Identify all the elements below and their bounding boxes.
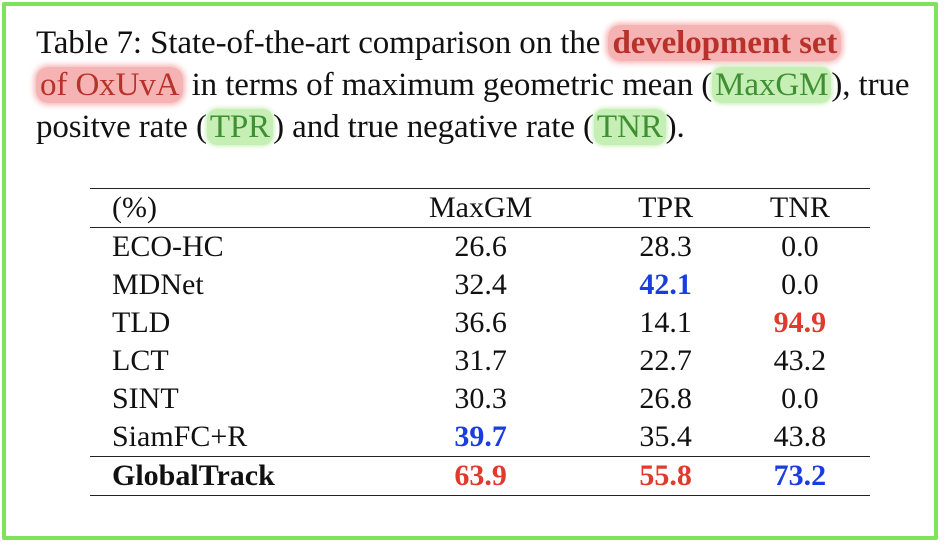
maxgm-value: 63.9 <box>454 459 507 492</box>
header-maxgm: MaxGM <box>429 191 533 224</box>
header-unit: (%) <box>112 191 157 224</box>
caption-mid3: ) and true negative rate ( <box>273 109 594 145</box>
caption-prefix: Table 7: State-of-the-art comparison on the <box>36 25 609 61</box>
tpr-value: 35.4 <box>639 420 692 453</box>
maxgm-value: 39.7 <box>454 420 507 453</box>
tpr-value: 26.8 <box>639 382 692 415</box>
table-row <box>90 304 870 342</box>
highlight-development-set: development set <box>608 25 841 61</box>
tracker-name: MDNet <box>112 268 204 301</box>
table-row <box>90 380 870 418</box>
tpr-value: 28.3 <box>639 230 692 263</box>
comparison-table <box>90 188 870 496</box>
tracker-name: LCT <box>112 344 169 377</box>
maxgm-value: 36.6 <box>454 306 507 339</box>
tnr-value: 0.0 <box>781 268 819 301</box>
caption-suffix: ). <box>665 109 685 145</box>
tracker-name: SINT <box>112 382 179 415</box>
tracker-name: TLD <box>112 306 171 339</box>
maxgm-value: 32.4 <box>454 268 507 301</box>
highlight-oxuva: of OxUvA <box>36 67 183 103</box>
table-caption <box>36 22 926 148</box>
table-row <box>90 418 870 457</box>
table-row <box>90 342 870 380</box>
table-row-ours <box>90 457 870 496</box>
tpr-value: 42.1 <box>639 268 692 301</box>
maxgm-value: 31.7 <box>454 344 507 377</box>
tnr-value: 43.2 <box>773 344 827 377</box>
tnr-value: 0.0 <box>781 382 819 415</box>
table-row <box>90 266 870 304</box>
tracker-name: SiamFC+R <box>112 420 248 453</box>
tnr-value: 43.8 <box>773 420 827 453</box>
tnr-value: 0.0 <box>781 230 819 263</box>
maxgm-value: 26.6 <box>454 230 507 263</box>
highlight-maxgm: MaxGM <box>712 67 831 103</box>
highlight-tpr: TPR <box>207 109 273 145</box>
caption-mid1: in terms of maximum geometric mean ( <box>183 67 713 103</box>
tracker-name: GlobalTrack <box>112 459 275 492</box>
tpr-value: 55.8 <box>639 459 692 492</box>
table-row <box>90 228 870 267</box>
tnr-value: 73.2 <box>773 459 827 492</box>
tpr-value: 22.7 <box>639 344 692 377</box>
maxgm-value: 30.3 <box>454 382 507 415</box>
header-tnr: TNR <box>769 191 830 224</box>
tnr-value: 94.9 <box>773 306 827 339</box>
caption-mid2: ), true positve rate ( <box>36 67 910 145</box>
tpr-value: 14.1 <box>639 306 692 339</box>
tracker-name: ECO-HC <box>112 230 224 263</box>
header-row <box>90 189 870 228</box>
header-tpr: TPR <box>638 191 694 224</box>
highlight-tnr: TNR <box>594 109 666 145</box>
